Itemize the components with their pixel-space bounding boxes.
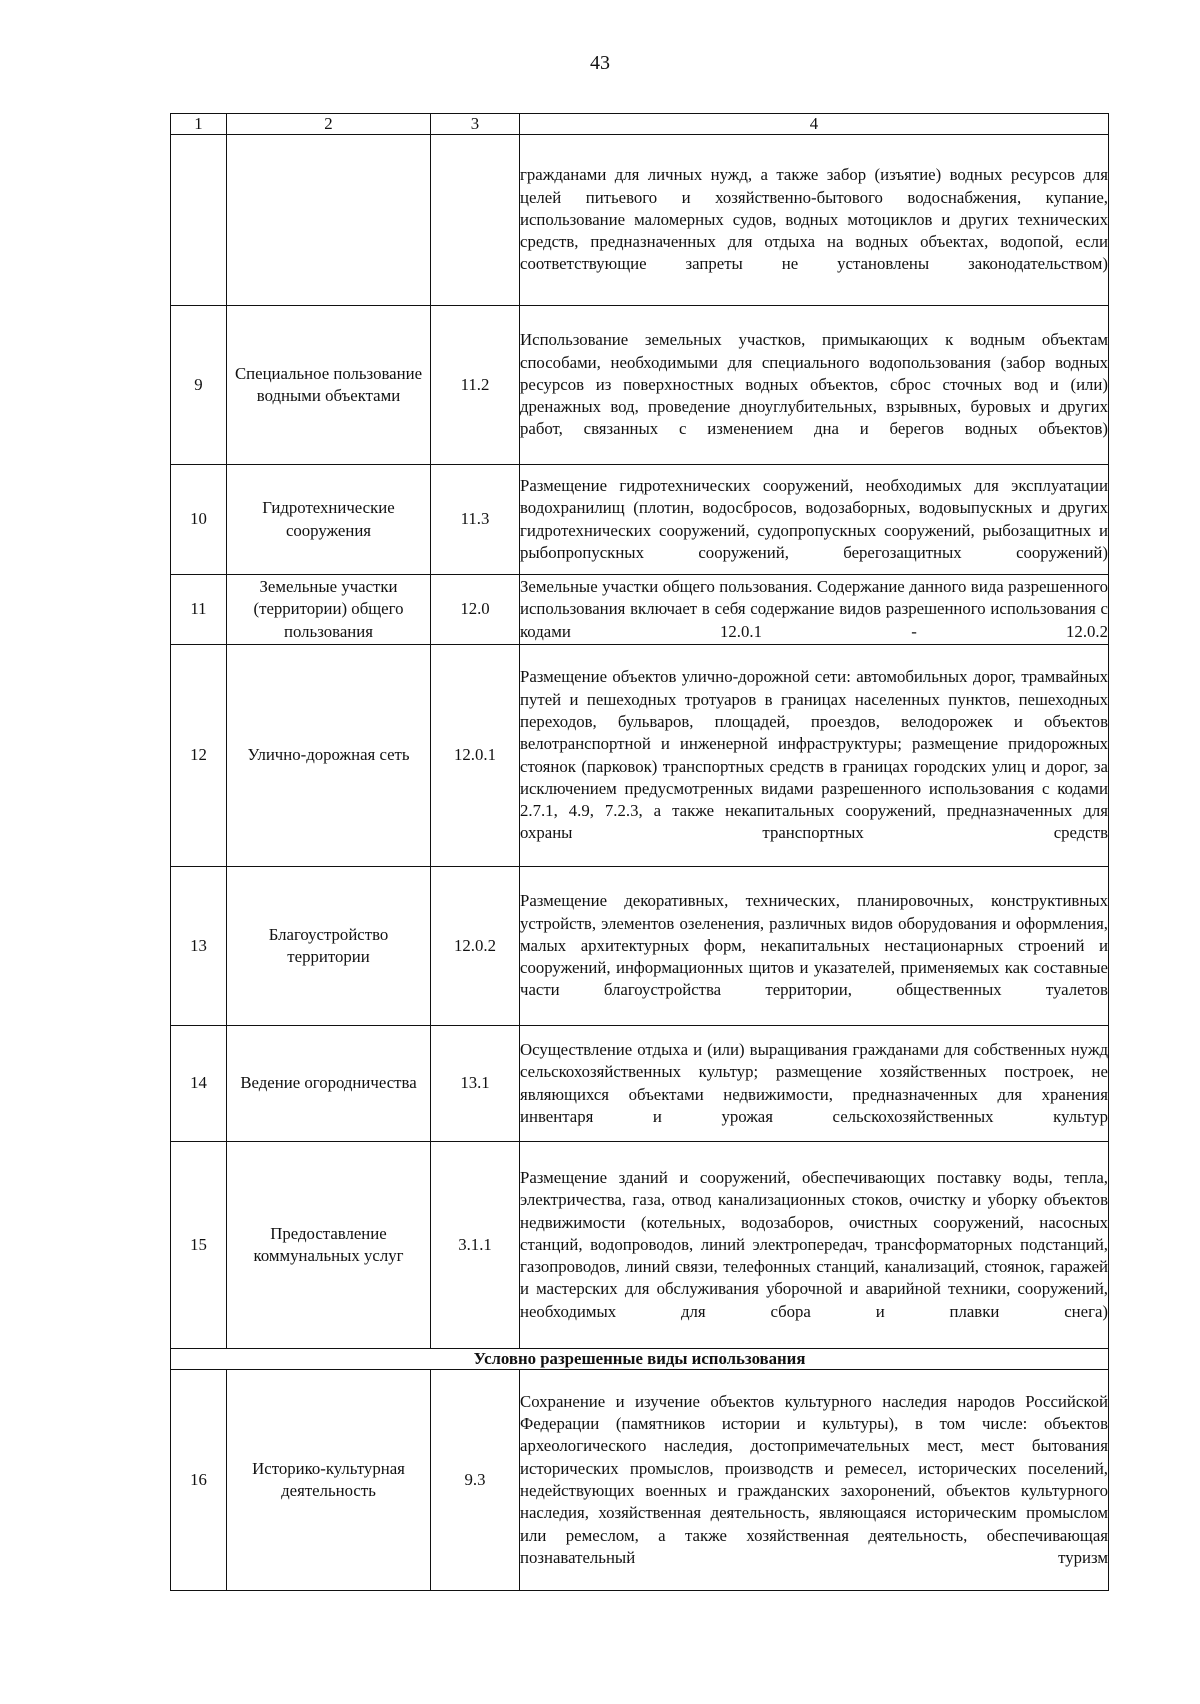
use-type-description: Размещение зданий и сооружений, обеспечивающих поставку воды, тепла, электричества, газа, отвод канализационных стоков, очистку и уборку объектов недвижимости (котельных, водозаборов, очистных сооружений, насосных станций, водопроводов, линий электропередач, трансформаторных подстанций, газопроводов, линий связи, телефонных станций, канализаций, стоянок, гаражей и мастерских для обслуживания уборочной и аварийной техники, сооружений, необходимых для сбора и плавки снега) — [520, 1142, 1109, 1349]
use-type-code: 12.0.1 — [431, 645, 520, 867]
use-type-name: Историко-культурная деятельность — [227, 1370, 431, 1591]
use-type-description: Размещение декоративных, технических, планировочных, конструктивных устройств, элементов озеленения, различных видов оборудования и оформления, малых архитектурных форм, некапитальных нестационарных строений и сооружений, информационных щитов и указателей, применяемых как составные части благоустройства территории, общественных туалетов — [520, 867, 1109, 1026]
row-number: 9 — [171, 306, 227, 465]
header-col-1: 1 — [171, 114, 227, 135]
header-col-2: 2 — [227, 114, 431, 135]
table-row — [171, 575, 1109, 645]
row-number: 11 — [171, 575, 227, 645]
table-header-row — [171, 114, 1109, 135]
use-type-name: Специальное пользование водными объектами — [227, 306, 431, 465]
use-type-description: Размещение гидротехнических сооружений, необходимых для эксплуатации водохранилищ (плотин, водосбросов, водозаборных, водовыпускных и других гидротехнических сооружений, судопропускных сооружений, рыбозащитных и рыбопропускных сооружений, берегозащитных сооружений) — [520, 465, 1109, 575]
use-type-code: 12.0.2 — [431, 867, 520, 1026]
table-row — [171, 135, 1109, 306]
use-type-name: Предоставление коммунальных услуг — [227, 1142, 431, 1349]
conditional-uses-section-row — [171, 1349, 1109, 1370]
use-type-description: Использование земельных участков, примыкающих к водным объектам способами, необходимыми для специального водопользования (забор водных ресурсов из поверхностных водных объектов, сброс сточных вод и (или) дренажных вод, проведение дноуглубительных, взрывных, буровых и других работ, связанных с изменением дна и берегов водных объектов) — [520, 306, 1109, 465]
section-title: Условно разрешенные виды использования — [171, 1349, 1109, 1370]
use-type-code: 11.3 — [431, 465, 520, 575]
use-type-code: 3.1.1 — [431, 1142, 520, 1349]
use-type-description: Сохранение и изучение объектов культурного наследия народов Российской Федерации (памятников истории и культуры), в том числе: объектов археологического наследия, достопримечательных мест, мест бытования исторических промыслов, производств и ремесел, исторических поселений, недействующих военных и гражданских захоронений, объектов культурного наследия, хозяйственная деятельность, являющаяся историческим промыслом или ремеслом, а также хозяйственная деятельность, обеспечивающая познавательный туризм — [520, 1370, 1109, 1591]
table-row — [171, 1026, 1109, 1142]
use-type-description: Осуществление отдыха и (или) выращивания гражданами для собственных нужд сельскохозяйственных культур; размещение хозяйственных построек, не являющихся объектами недвижимости, предназначенных для хранения инвентаря и урожая сельскохозяйственных культур — [520, 1026, 1109, 1142]
use-type-name: Гидротехнические сооружения — [227, 465, 431, 575]
page-number: 43 — [590, 52, 610, 74]
use-type-description: гражданами для личных нужд, а также забор (изъятие) водных ресурсов для целей питьевого и хозяйственно-бытового водоснабжения, купание, использование маломерных судов, водных мотоциклов и других технических средств, предназначенных для отдыха на водных объектах, водопой, если соответствующие запреты не установлены законодательством) — [520, 135, 1109, 306]
use-type-name: Благоустройство территории — [227, 867, 431, 1026]
use-type-name: Улично-дорожная сеть — [227, 645, 431, 867]
use-type-name: Ведение огородничества — [227, 1026, 431, 1142]
use-type-code: 9.3 — [431, 1370, 520, 1591]
header-col-3: 3 — [431, 114, 520, 135]
row-number — [171, 135, 227, 306]
row-number: 15 — [171, 1142, 227, 1349]
use-type-name — [227, 135, 431, 306]
land-use-table — [170, 113, 1109, 1591]
table-row — [171, 306, 1109, 465]
table-row — [171, 1370, 1109, 1591]
table-row — [171, 465, 1109, 575]
table-row — [171, 867, 1109, 1026]
row-number: 16 — [171, 1370, 227, 1591]
table-row — [171, 1142, 1109, 1349]
row-number: 12 — [171, 645, 227, 867]
use-type-description: Размещение объектов улично-дорожной сети: автомобильных дорог, трамвайных путей и пешеходных тротуаров в границах населенных пунктов, пешеходных переходов, бульваров, площадей, проездов, велодорожек и объектов велотранспортной и инженерной инфраструктуры; размещение придорожных стоянок (парковок) транспортных средств в границах городских улиц и дорог, за исключением предусмотренных видами разрешенного использования с кодами 2.7.1, 4.9, 7.2.3, а также некапитальных сооружений, предназначенных для охраны транспортных средств — [520, 645, 1109, 867]
use-type-name: Земельные участки (территории) общего пользования — [227, 575, 431, 645]
table-row — [171, 645, 1109, 867]
row-number: 14 — [171, 1026, 227, 1142]
row-number: 13 — [171, 867, 227, 1026]
use-type-code: 13.1 — [431, 1026, 520, 1142]
header-col-4: 4 — [520, 114, 1109, 135]
use-type-code — [431, 135, 520, 306]
use-type-description: Земельные участки общего пользования. Содержание данного вида разрешенного использования включает в себя содержание видов разрешенного использования с кодами 12.0.1 - 12.0.2 — [520, 575, 1109, 645]
row-number: 10 — [171, 465, 227, 575]
use-type-code: 12.0 — [431, 575, 520, 645]
use-type-code: 11.2 — [431, 306, 520, 465]
